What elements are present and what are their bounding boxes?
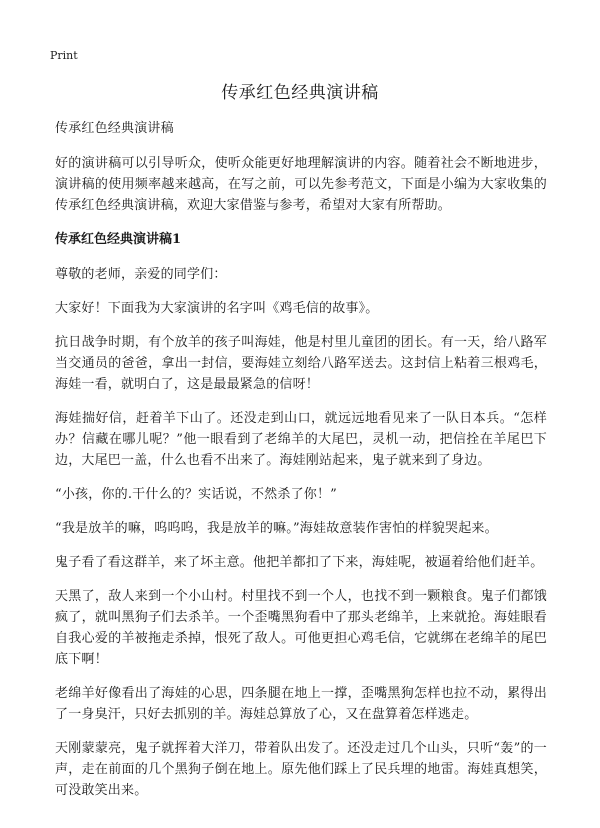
paragraph: 抗日战争时期，有个放羊的孩子叫海娃，他是村里儿童团的团长。有一天，给八路军当交通员的爸爸，拿出一封信，要海娃立刻给八路军送去。这封信上粘着三根鸡毛，海娃一看，就明白了，这是最最紧急的信呀！ [55,335,547,392]
paragraph: 天刚蒙蒙亮，鬼子就挥着大洋刀，带着队出发了。还没走过几个山头，只听“轰”的一声，走在前面的几个黑狗子倒在地上。原先他们踩上了民兵埋的地雷。海娃真想笑，可没敢笑出来。 [55,741,547,798]
paragraph: “我是放羊的嘛，呜呜呜，我是放羊的嘛。”海娃故意装作害怕的样貌哭起来。 [55,521,498,536]
section-heading: 传承红色经典演讲稿1 [55,232,182,247]
paragraph: 老绵羊好像看出了海娃的心思，四条腿在地上一撑，歪嘴黑狗怎样也拉不动，累得出了一身臭汗，只好去抓别的羊。海娃总算放了心，又在盘算着怎样逃走。 [55,686,547,722]
paragraph: 尊敬的老师，亲爱的同学们： [55,267,227,282]
page-title: 传承红色经典演讲稿 [221,83,379,103]
paragraph: 大家好！下面我为大家演讲的名字叫《鸡毛信的故事》。 [55,301,379,316]
paragraph: “小孩，你的.干什么的？实话说，不然杀了你！” [55,487,338,502]
print-link[interactable]: Print [50,49,78,62]
article-body [55,118,547,814]
article-subtitle: 传承红色经典演讲稿 [55,121,174,136]
intro-paragraph: 好的演讲稿可以引导听众，使听众能更好地理解演讲的内容。随着社会不断地进步，演讲稿的使用频率越来越高，在写之前，可以先参考范文，下面是小编为大家收集的传承红色经典演讲稿，欢迎大家借鉴与参考，希望对大家有所帮助。 [55,156,547,213]
paragraph: 鬼子看了看这群羊，来了坏主意。他把羊都扣了下来，海娃呢，被逼着给他们赶羊。 [55,555,544,570]
paragraph: 天黑了，敌人来到一个小山村。村里找不到一个人，也找不到一颗粮食。鬼子们都饿疯了，就叫黑狗子们去杀羊。一个歪嘴黑狗看中了那头老绵羊，上来就抢。海娃眼看自我心爱的羊被拖走杀掉，恨死了敌人。可他更担心鸡毛信，它就绑在老绵羊的尾巴底下啊！ [55,589,547,667]
paragraph: 海娃揣好信，赶着羊下山了。还没走到山口，就远远地看见来了一队日本兵。“怎样办？信藏在哪儿呢？”他一眼看到了老绵羊的大尾巴，灵机一动，把信拴在羊尾巴下边，大尾巴一盖，什么也看不出来了。海娃刚站起来，鬼子就来到了身边。 [55,411,547,468]
